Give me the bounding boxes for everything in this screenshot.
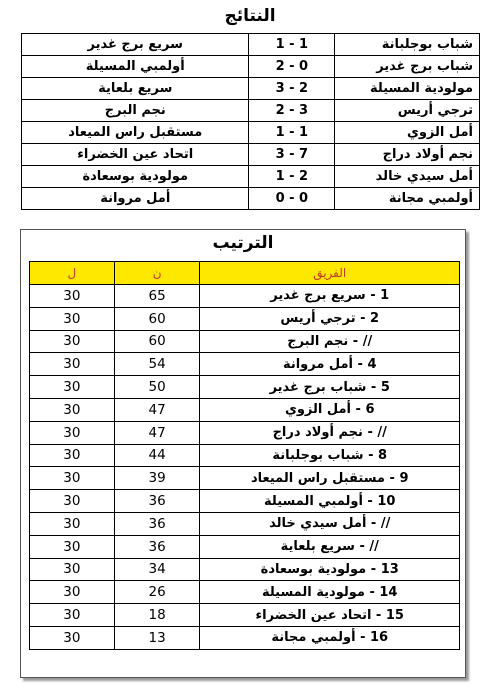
played-cell: 30 — [30, 307, 115, 330]
results-title: النتائج — [224, 6, 276, 26]
team-cell — [200, 421, 460, 444]
points-cell: 34 — [114, 558, 200, 581]
team-cell — [200, 512, 460, 535]
team-cell — [200, 285, 460, 308]
team-name: شباب بوجلبانة — [272, 447, 364, 463]
team-name: ترجي أريس — [280, 311, 356, 327]
away-team-cell: أمل مروانة — [22, 188, 249, 210]
standings-row — [30, 330, 460, 353]
match-row — [22, 122, 480, 144]
team-cell — [200, 307, 460, 330]
points-cell: 60 — [114, 307, 200, 330]
played-column-header: ل — [30, 262, 115, 285]
home-team-cell: شباب برج غدير — [335, 56, 480, 78]
points-cell: 50 — [114, 376, 200, 399]
standings-header-row — [30, 262, 460, 285]
away-team-cell: أولمبي المسيلة — [22, 56, 249, 78]
match-row — [22, 188, 480, 210]
team-name: مولودية المسيلة — [261, 584, 365, 600]
standings-row — [30, 307, 460, 330]
team-cell — [200, 626, 460, 649]
points-cell: 47 — [114, 398, 200, 421]
played-cell: 30 — [30, 581, 115, 604]
home-team-cell: ترجي أريس — [335, 100, 480, 122]
team-name: أمل الزوي — [284, 402, 351, 418]
played-cell: 30 — [30, 512, 115, 535]
points-cell: 54 — [114, 353, 200, 376]
home-team-cell: أمل سيدي خالد — [335, 166, 480, 188]
points-cell: 47 — [114, 421, 200, 444]
score-cell: 1 - 1 — [249, 34, 335, 56]
team-name: مولودية بوسعادة — [260, 561, 367, 577]
standings-row — [30, 398, 460, 421]
team-name: شباب برج غدير — [269, 379, 367, 395]
rank-label: // - — [348, 333, 373, 349]
standings-row — [30, 421, 460, 444]
team-name: مستقبل راس الميعاد — [250, 470, 385, 486]
score-cell: 2 - 3 — [249, 100, 335, 122]
played-cell: 30 — [30, 398, 115, 421]
team-name: أولمبي المسيلة — [264, 493, 363, 509]
rank-label: 13 - — [366, 561, 399, 577]
rank-label: 16 - — [355, 630, 389, 646]
away-team-cell: مولودية بوسعادة — [22, 166, 249, 188]
match-row — [22, 34, 480, 56]
score-cell: 1 - 1 — [249, 122, 335, 144]
standings-row — [30, 535, 460, 558]
match-row — [22, 56, 480, 78]
points-cell: 65 — [114, 285, 200, 308]
points-cell: 26 — [114, 581, 200, 604]
team-name: نجم أولاد دراج — [272, 425, 363, 441]
standings-panel — [20, 229, 466, 678]
team-cell — [200, 535, 460, 558]
team-name: أمل مروانة — [282, 356, 354, 372]
home-team-cell: أولمبي مجانة — [335, 188, 480, 210]
standings-row — [30, 581, 460, 604]
played-cell: 30 — [30, 376, 115, 399]
standings-row — [30, 626, 460, 649]
match-row — [22, 166, 480, 188]
rank-label: 2 - — [355, 311, 380, 327]
team-cell — [200, 330, 460, 353]
team-cell — [200, 490, 460, 513]
match-row — [22, 144, 480, 166]
played-cell: 30 — [30, 421, 115, 444]
match-row — [22, 100, 480, 122]
rank-label: 9 - — [384, 470, 409, 486]
team-name: نجم البرج — [287, 333, 349, 349]
away-team-cell: نجم البرج — [22, 100, 249, 122]
played-cell: 30 — [30, 353, 115, 376]
home-team-cell: أمل الزوي — [335, 122, 480, 144]
rank-label: // - — [362, 425, 387, 441]
points-cell: 36 — [114, 490, 200, 513]
rank-label: 5 - — [366, 379, 390, 395]
team-cell — [200, 558, 460, 581]
team-cell — [200, 398, 460, 421]
played-cell: 30 — [30, 626, 115, 649]
points-cell: 44 — [114, 444, 200, 467]
score-cell: 1 - 2 — [249, 166, 335, 188]
played-cell: 30 — [30, 558, 115, 581]
points-cell: 36 — [114, 535, 200, 558]
team-column-header: الفريق — [200, 262, 460, 285]
score-cell: 0 - 0 — [249, 188, 335, 210]
rank-label: 10 - — [362, 493, 396, 509]
rank-label: 4 - — [353, 356, 377, 372]
points-cell: 18 — [114, 604, 200, 627]
standings-row — [30, 285, 460, 308]
played-cell: 30 — [30, 535, 115, 558]
played-cell: 30 — [30, 604, 115, 627]
home-team-cell: مولودية المسيلة — [335, 78, 480, 100]
team-cell — [200, 353, 460, 376]
results-table — [21, 33, 480, 210]
played-cell: 30 — [30, 285, 115, 308]
match-row — [22, 78, 480, 100]
score-cell: 3 - 7 — [249, 144, 335, 166]
results-body — [22, 34, 480, 210]
rank-label: 6 - — [351, 402, 375, 418]
team-name: أولمبي مجانة — [271, 630, 356, 646]
team-cell — [200, 376, 460, 399]
away-team-cell: سريع بلعاية — [22, 78, 249, 100]
standings-row — [30, 512, 460, 535]
score-cell: 2 - 0 — [249, 56, 335, 78]
played-cell: 30 — [30, 444, 115, 467]
away-team-cell: اتحاد عين الخضراء — [22, 144, 249, 166]
played-cell: 30 — [30, 490, 115, 513]
team-name: أمل سيدي خالد — [269, 516, 367, 532]
played-cell: 30 — [30, 467, 115, 490]
points-column-header: ن — [114, 262, 200, 285]
points-cell: 13 — [114, 626, 200, 649]
away-team-cell: مستقبل راس الميعاد — [22, 122, 249, 144]
played-cell: 30 — [30, 330, 115, 353]
rank-label: // - — [354, 539, 379, 555]
team-name: اتحاد عين الخضراء — [255, 607, 372, 623]
points-cell: 36 — [114, 512, 200, 535]
rank-label: 8 - — [363, 447, 388, 463]
standings-row — [30, 444, 460, 467]
points-cell: 39 — [114, 467, 200, 490]
standings-body — [30, 285, 460, 650]
standings-title: الترتيب — [212, 233, 274, 253]
rank-label: 14 - — [364, 584, 398, 600]
standings-row — [30, 353, 460, 376]
standings-table — [29, 261, 460, 650]
standings-row — [30, 467, 460, 490]
rank-label: 15 - — [371, 607, 404, 623]
rank-label: 1 - — [365, 288, 390, 304]
away-team-cell: سريع برج غدير — [22, 34, 249, 56]
team-name: سريع بلعاية — [280, 539, 355, 555]
home-team-cell: شباب بوجلبانة — [335, 34, 480, 56]
team-name: سريع برج غدير — [270, 288, 366, 304]
home-team-cell: نجم أولاد دراج — [335, 144, 480, 166]
team-cell — [200, 581, 460, 604]
standings-row — [30, 558, 460, 581]
team-cell — [200, 467, 460, 490]
standings-row — [30, 376, 460, 399]
team-cell — [200, 444, 460, 467]
score-cell: 3 - 2 — [249, 78, 335, 100]
team-cell — [200, 604, 460, 627]
standings-row — [30, 604, 460, 627]
standings-row — [30, 490, 460, 513]
rank-label: // - — [366, 516, 391, 532]
points-cell: 60 — [114, 330, 200, 353]
